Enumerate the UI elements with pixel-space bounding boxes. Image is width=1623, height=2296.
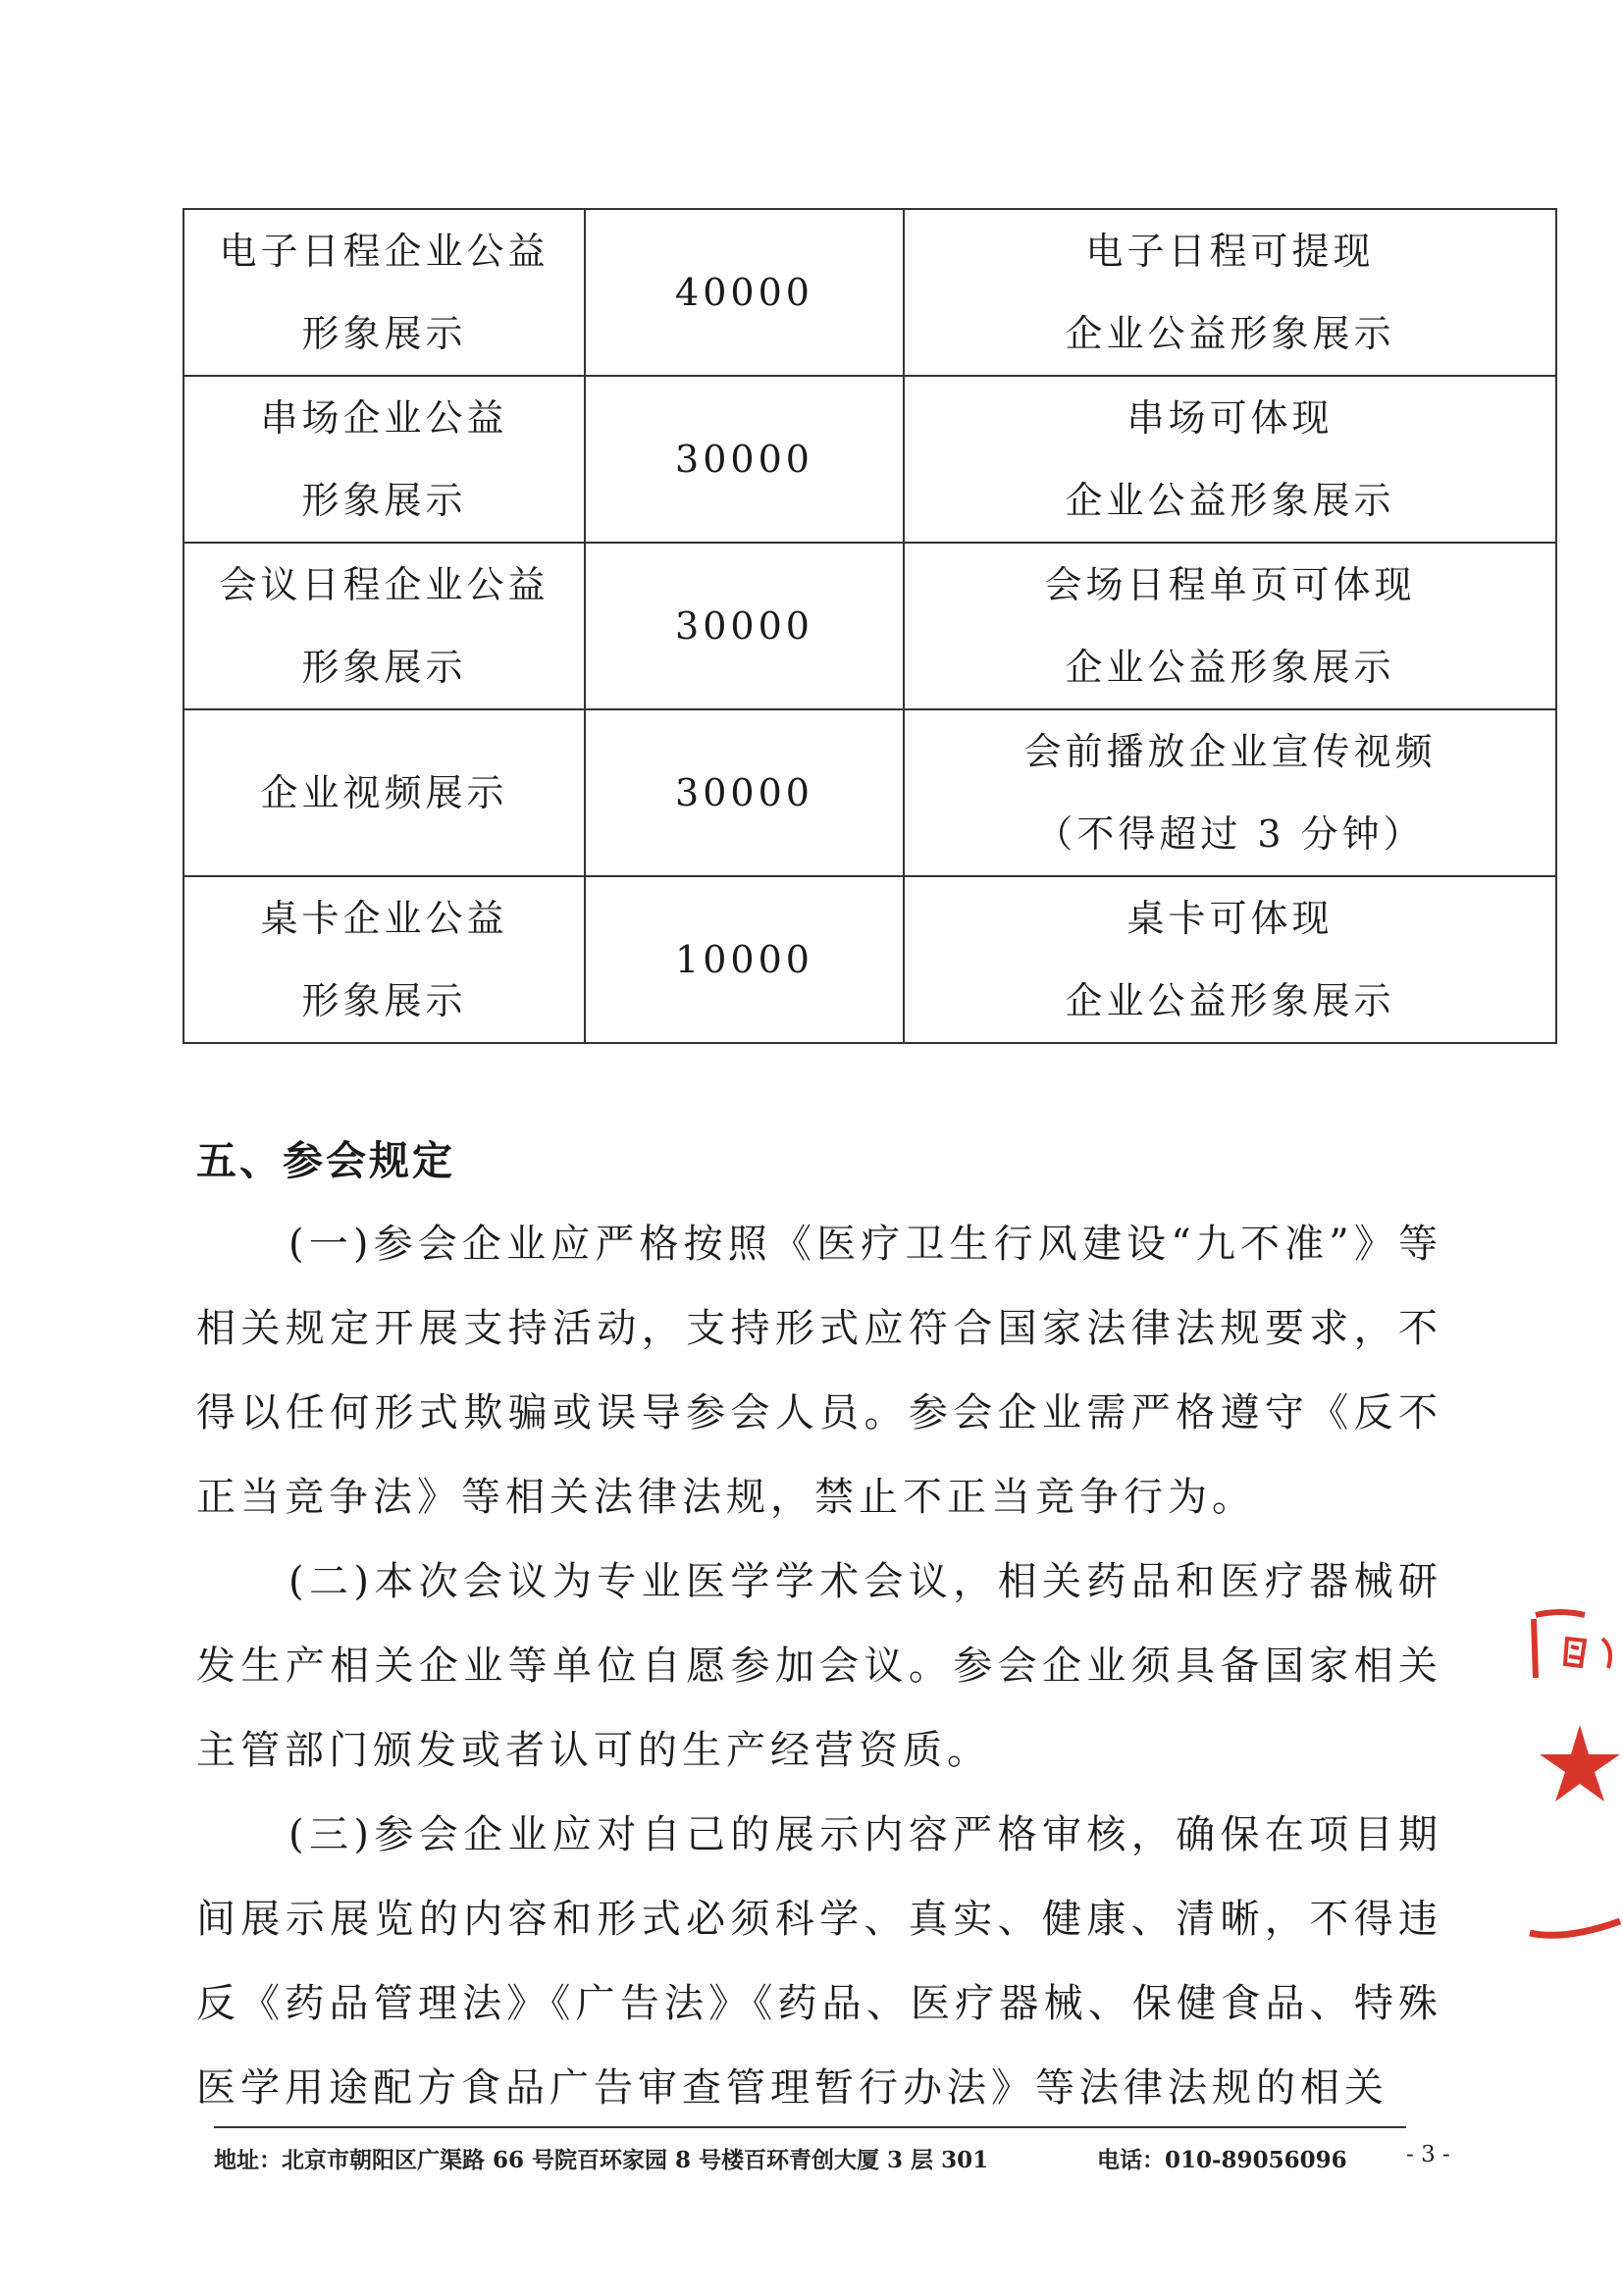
desc-text: 串场可体现 xyxy=(1126,396,1334,440)
item-text: 形象展示 xyxy=(301,646,467,689)
red-seal-stamp xyxy=(1526,1609,1623,1943)
table-row xyxy=(183,876,1556,1043)
section-body xyxy=(196,1202,1442,2130)
table-row xyxy=(183,543,1556,709)
section-heading: 五、参会规定 xyxy=(196,1137,455,1184)
desc-text: 企业公益形象展示 xyxy=(1065,312,1395,355)
desc-text: 电子日程可提现 xyxy=(1085,230,1375,273)
table-row xyxy=(183,376,1556,543)
item-cell xyxy=(183,543,585,709)
item-text: 企业视频展示 xyxy=(260,771,508,814)
footer-address: 地址：北京市朝阳区广渠路 66 号院百环家园 8 号楼百环青创大厦 3 层 301 xyxy=(214,2147,989,2173)
sponsorship-table xyxy=(183,208,1557,1044)
page-number: - 3 - xyxy=(1406,2142,1450,2167)
stamp-border-left xyxy=(1534,1619,1536,1678)
paragraph: (三)参会企业应对自己的展示内容严格审核，确保在项目期间展示展览的内容和形式必须科学、真实、健康、清晰，不得违反《药品管理法》《广告法》《药品、医疗器械、保健食品、特殊医学用途配方食品广告审查管理暂行办法》等法律法规的相关 xyxy=(196,1812,1442,2111)
price-cell: 30000 xyxy=(585,543,904,709)
desc-cell xyxy=(904,209,1556,376)
desc-cell xyxy=(904,876,1556,1043)
item-text: 形象展示 xyxy=(301,979,467,1022)
item-text: 串场企业公益 xyxy=(260,396,508,440)
desc-text: 企业公益形象展示 xyxy=(1065,646,1395,689)
table-row xyxy=(183,209,1556,376)
stamp-arc-bottom xyxy=(1530,1921,1620,1935)
price-cell: 30000 xyxy=(585,709,904,876)
stamp-arc-top xyxy=(1536,1612,1585,1615)
item-text: 电子日程企业公益 xyxy=(219,230,550,273)
desc-text: 桌卡可体现 xyxy=(1126,897,1334,940)
item-text: 会议日程企业公益 xyxy=(219,563,550,606)
desc-text: 会前播放企业宣传视频 xyxy=(1023,730,1437,773)
item-text: 形象展示 xyxy=(301,312,467,355)
desc-cell xyxy=(904,543,1556,709)
item-cell xyxy=(183,376,585,543)
stamp-star-icon xyxy=(1540,1725,1620,1801)
price-cell: 10000 xyxy=(585,876,904,1043)
item-cell xyxy=(183,709,585,876)
price-cell: 30000 xyxy=(585,376,904,543)
paragraph: (二)本次会议为专业医学学术会议，相关药品和医疗器械研发生产相关企业等单位自愿参加会议。参会企业须具备国家相关主管部门颁发或者认可的生产经营资质。 xyxy=(196,1559,1442,1773)
stamp-glyph xyxy=(1602,1639,1610,1668)
price-cell: 40000 xyxy=(585,209,904,376)
item-text: 桌卡企业公益 xyxy=(260,897,508,940)
item-cell xyxy=(183,209,585,376)
item-cell xyxy=(183,876,585,1043)
desc-text: （不得超过 3 分钟） xyxy=(1035,812,1425,856)
desc-cell xyxy=(904,709,1556,876)
desc-cell xyxy=(904,376,1556,543)
page-footer xyxy=(214,2142,1450,2181)
footer-divider xyxy=(214,2126,1406,2128)
desc-text: 企业公益形象展示 xyxy=(1065,479,1395,522)
footer-phone: 电话：010-89056096 xyxy=(1097,2147,1347,2173)
stamp-glyph xyxy=(1565,1639,1585,1666)
desc-text: 企业公益形象展示 xyxy=(1065,979,1395,1022)
item-text: 形象展示 xyxy=(301,479,467,522)
desc-text: 会场日程单页可体现 xyxy=(1044,563,1416,606)
table-row xyxy=(183,709,1556,876)
paragraph: (一)参会企业应严格按照《医疗卫生行风建设“九不准”》等相关规定开展支持活动，支持形式应符合国家法律法规要求，不得以任何形式欺骗或误导参会人员。参会企业需严格遵守《反不正当竞争法》等相关法律法规，禁止不正当竞争行为。 xyxy=(196,1222,1442,1520)
